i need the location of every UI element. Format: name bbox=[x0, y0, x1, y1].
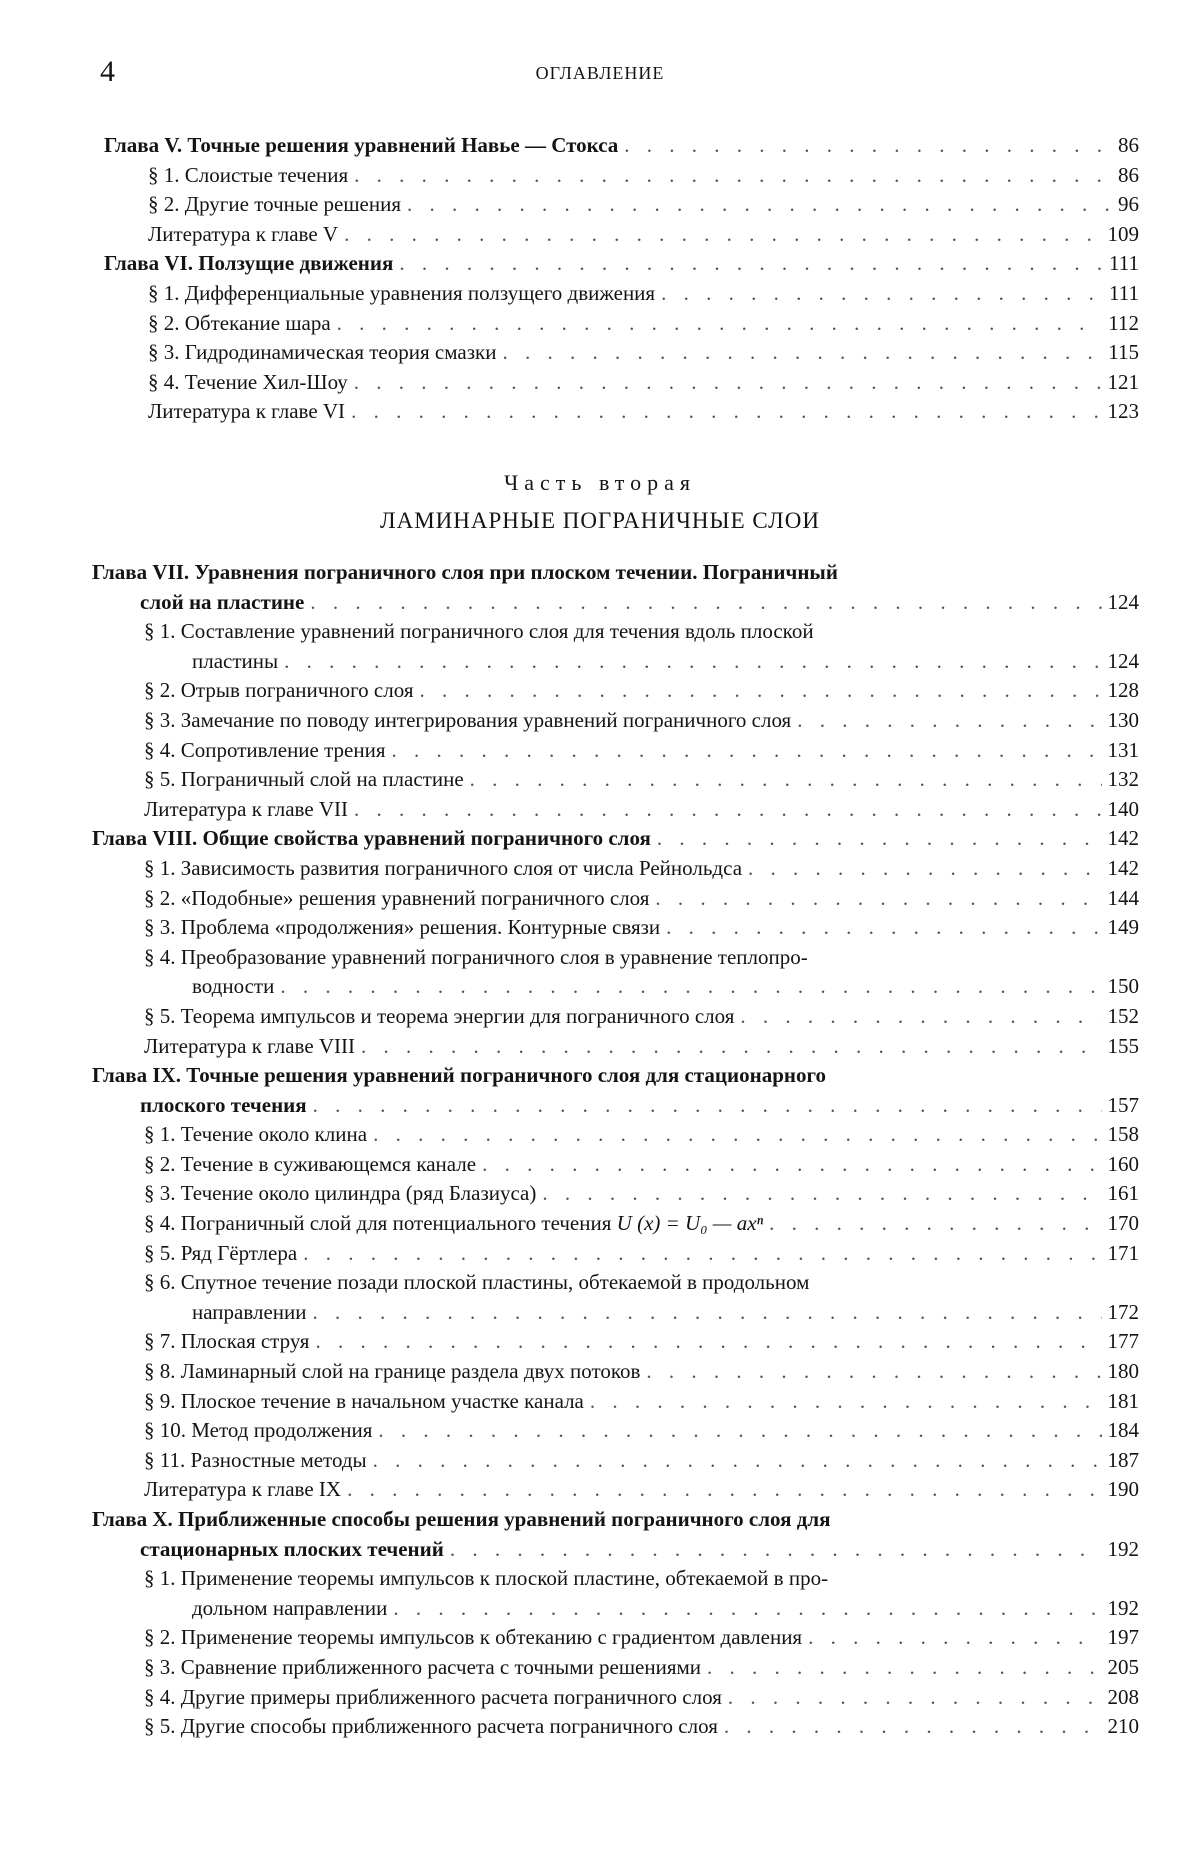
toc-chapter-10[interactable]: Глава X. Приближенные способы решения уравнений пограничного слоя для стационарных плоских течений . . . 192 bbox=[92, 1505, 1139, 1564]
toc-section[interactable]: § 10. Метод продолжения . . . 184 bbox=[144, 1416, 1139, 1446]
toc-section[interactable]: § 5. Теорема импульсов и теорема энергии для пограничного слоя . . . 152 bbox=[144, 1002, 1139, 1032]
toc-page-ref: 96 bbox=[1118, 192, 1139, 217]
toc-section[interactable]: § 2. «Подобные» решения уравнений пограничного слоя . . . 144 bbox=[144, 884, 1139, 914]
toc-page-ref: 112 bbox=[1108, 310, 1139, 335]
toc-section[interactable]: § 5. Ряд Гёртлера . . . 171 bbox=[144, 1239, 1139, 1269]
toc-page-ref: 86 bbox=[1118, 162, 1139, 187]
toc-section[interactable]: § 4. Течение Хил-Шоу . . . 121 bbox=[148, 368, 1139, 398]
toc-page-ref: 123 bbox=[1107, 399, 1139, 424]
toc-page-ref: 131 bbox=[1107, 737, 1139, 762]
toc-page-ref: 161 bbox=[1107, 1181, 1139, 1206]
toc-section[interactable]: § 4. Другие примеры приближенного расчета пограничного слоя . . . 208 bbox=[144, 1683, 1139, 1713]
toc-page-ref: 192 bbox=[1107, 1536, 1139, 1561]
toc-chapter-5[interactable]: Глава V. Точные решения уравнений Навье — Стокса . . . 86 bbox=[104, 131, 1139, 161]
toc-page-ref: 157 bbox=[1107, 1092, 1139, 1117]
toc-section[interactable]: § 2. Течение в суживающемся канале . . . 160 bbox=[144, 1150, 1139, 1180]
toc-page-ref: 197 bbox=[1107, 1625, 1139, 1650]
toc-section[interactable]: § 1. Дифференциальные уравнения ползущего движения . . . 111 bbox=[148, 279, 1139, 309]
toc-section[interactable]: § 2. Применение теоремы импульсов к обтеканию с градиентом давления . . . 197 bbox=[144, 1623, 1139, 1653]
toc-page-ref: 210 bbox=[1107, 1714, 1139, 1739]
toc-section[interactable]: § 8. Ламинарный слой на границе раздела двух потоков . . . 180 bbox=[144, 1357, 1139, 1387]
toc-section[interactable]: § 3. Проблема «продолжения» решения. Контурные связи . . . 149 bbox=[144, 913, 1139, 943]
toc-literature[interactable]: Литература к главе VI . . . 123 bbox=[148, 397, 1139, 427]
toc-section[interactable]: § 11. Разностные методы . . . 187 bbox=[144, 1446, 1139, 1476]
toc-page-ref: 128 bbox=[1107, 678, 1139, 703]
toc-page-ref: 132 bbox=[1107, 767, 1139, 792]
toc-list-part-two bbox=[92, 558, 1139, 1742]
toc-chapter-8[interactable]: Глава VIII. Общие свойства уравнений пограничного слоя . . . 142 bbox=[92, 824, 1139, 854]
toc-section[interactable]: § 2. Другие точные решения . . . 96 bbox=[148, 190, 1139, 220]
page-header bbox=[0, 52, 1200, 92]
toc-page-ref: 86 bbox=[1118, 133, 1139, 157]
page-number: 4 bbox=[100, 55, 115, 88]
toc-page-ref: 155 bbox=[1107, 1033, 1139, 1058]
toc-section[interactable]: § 1. Применение теоремы импульсов к плоской пластине, обтекаемой в про- дольном направлении . . . 192 bbox=[144, 1564, 1139, 1623]
toc-literature[interactable]: Литература к главе VIII . . . 155 bbox=[144, 1032, 1139, 1062]
toc-section[interactable]: § 2. Отрыв пограничного слоя . . . 128 bbox=[144, 676, 1139, 706]
toc-section[interactable]: § 3. Гидродинамическая теория смазки . . . 115 bbox=[148, 338, 1139, 368]
toc-section[interactable]: § 5. Другие способы приближенного расчета пограничного слоя . . . 210 bbox=[144, 1712, 1139, 1742]
toc-literature[interactable]: Литература к главе IX . . . 190 bbox=[144, 1475, 1139, 1505]
toc-page-ref: 187 bbox=[1107, 1447, 1139, 1472]
formula: U (x) = U₀ — axⁿ bbox=[616, 1211, 764, 1236]
toc-page-ref: 149 bbox=[1107, 915, 1139, 940]
toc-page-ref: 115 bbox=[1108, 340, 1139, 365]
toc-page-ref: 109 bbox=[1107, 221, 1139, 246]
toc-section[interactable]: § 5. Пограничный слой на пластине . . . 132 bbox=[144, 765, 1139, 795]
toc-page-ref: 140 bbox=[1107, 796, 1139, 821]
toc-page-ref: 181 bbox=[1107, 1388, 1139, 1413]
toc-page-ref: 160 bbox=[1107, 1151, 1139, 1176]
toc-page-ref: 124 bbox=[1107, 648, 1139, 673]
toc-page-ref: 111 bbox=[1109, 280, 1139, 305]
toc-page-ref: 158 bbox=[1107, 1122, 1139, 1147]
toc-section[interactable]: § 9. Плоское течение в начальном участке канала . . . 181 bbox=[144, 1387, 1139, 1417]
toc-section[interactable]: § 1. Составление уравнений пограничного слоя для течения вдоль плоской пластины . . . 124 bbox=[144, 617, 1139, 676]
toc-literature[interactable]: Литература к главе VII . . . 140 bbox=[144, 795, 1139, 825]
toc-page-ref: 142 bbox=[1107, 855, 1139, 880]
toc-page-ref: 172 bbox=[1107, 1299, 1139, 1324]
toc-section[interactable]: § 1. Зависимость развития пограничного слоя от числа Рейнольдса . . . 142 bbox=[144, 854, 1139, 884]
toc-section[interactable]: § 1. Слоистые течения . . . 86 bbox=[148, 161, 1139, 191]
toc-chapter-6[interactable]: Глава VI. Ползущие движения . . . 111 bbox=[104, 249, 1139, 279]
toc-page-ref: 111 bbox=[1109, 251, 1139, 276]
toc-page-ref: 192 bbox=[1107, 1595, 1139, 1620]
toc-literature[interactable]: Литература к главе V . . . 109 bbox=[148, 220, 1139, 250]
toc-page-ref: 180 bbox=[1107, 1359, 1139, 1384]
toc-section[interactable]: § 7. Плоская струя . . . 177 bbox=[144, 1327, 1139, 1357]
toc-page-ref: 124 bbox=[1107, 589, 1139, 614]
toc-section[interactable]: § 4. Сопротивление трения . . . 131 bbox=[144, 736, 1139, 766]
toc-section[interactable]: § 4. Преобразование уравнений пограничного слоя в уравнение теплопро- водности . . . 150 bbox=[144, 943, 1139, 1002]
toc-page-ref: 150 bbox=[1107, 974, 1139, 999]
toc-section[interactable]: § 3. Течение около цилиндра (ряд Блазиуса) . . . 161 bbox=[144, 1179, 1139, 1209]
toc-page-ref: 177 bbox=[1107, 1329, 1139, 1354]
toc-page-ref: 142 bbox=[1107, 826, 1139, 851]
toc-page-ref: 144 bbox=[1107, 885, 1139, 910]
toc-section[interactable]: § 4. Пограничный слой для потенциального течения U (x) = U₀ — axⁿ . . . 170 bbox=[144, 1209, 1139, 1239]
toc-chapter-9[interactable]: Глава IX. Точные решения уравнений пограничного слоя для стационарного плоского течения . . . 157 bbox=[92, 1061, 1139, 1120]
toc-page-ref: 130 bbox=[1107, 707, 1139, 732]
toc-page-ref: 171 bbox=[1107, 1240, 1139, 1265]
toc-section[interactable]: § 6. Спутное течение позади плоской пластины, обтекаемой в продольном направлении . . . 172 bbox=[144, 1268, 1139, 1327]
toc-page-ref: 152 bbox=[1107, 1003, 1139, 1028]
part-title: Часть вторая bbox=[503, 470, 697, 495]
toc-page-ref: 208 bbox=[1107, 1684, 1139, 1709]
toc-page-ref: 205 bbox=[1107, 1654, 1139, 1679]
toc-page-ref: 170 bbox=[1107, 1211, 1139, 1236]
toc-page-ref: 184 bbox=[1107, 1418, 1139, 1443]
toc-section[interactable]: § 1. Течение около клина . . . 158 bbox=[144, 1120, 1139, 1150]
toc-section[interactable]: § 3. Замечание по поводу интегрирования уравнений пограничного слоя . . . 130 bbox=[144, 706, 1139, 736]
toc-section[interactable]: § 3. Сравнение приближенного расчета с точными решениями . . . 205 bbox=[144, 1653, 1139, 1683]
toc-page-ref: 121 bbox=[1107, 369, 1139, 394]
toc-page-ref: 190 bbox=[1107, 1477, 1139, 1502]
toc-section[interactable]: § 2. Обтекание шара . . . 112 bbox=[148, 309, 1139, 339]
toc-list-part-one bbox=[104, 131, 1139, 427]
running-head: ОГЛАВЛЕНИЕ bbox=[535, 63, 665, 83]
toc-chapter-7[interactable]: Глава VII. Уравнения пограничного слоя при плоском течении. Пограничный слой на пластине . . . 124 bbox=[92, 558, 1139, 617]
part-subtitle: ЛАМИНАРНЫЕ ПОГРАНИЧНЫЕ СЛОИ bbox=[380, 508, 820, 533]
